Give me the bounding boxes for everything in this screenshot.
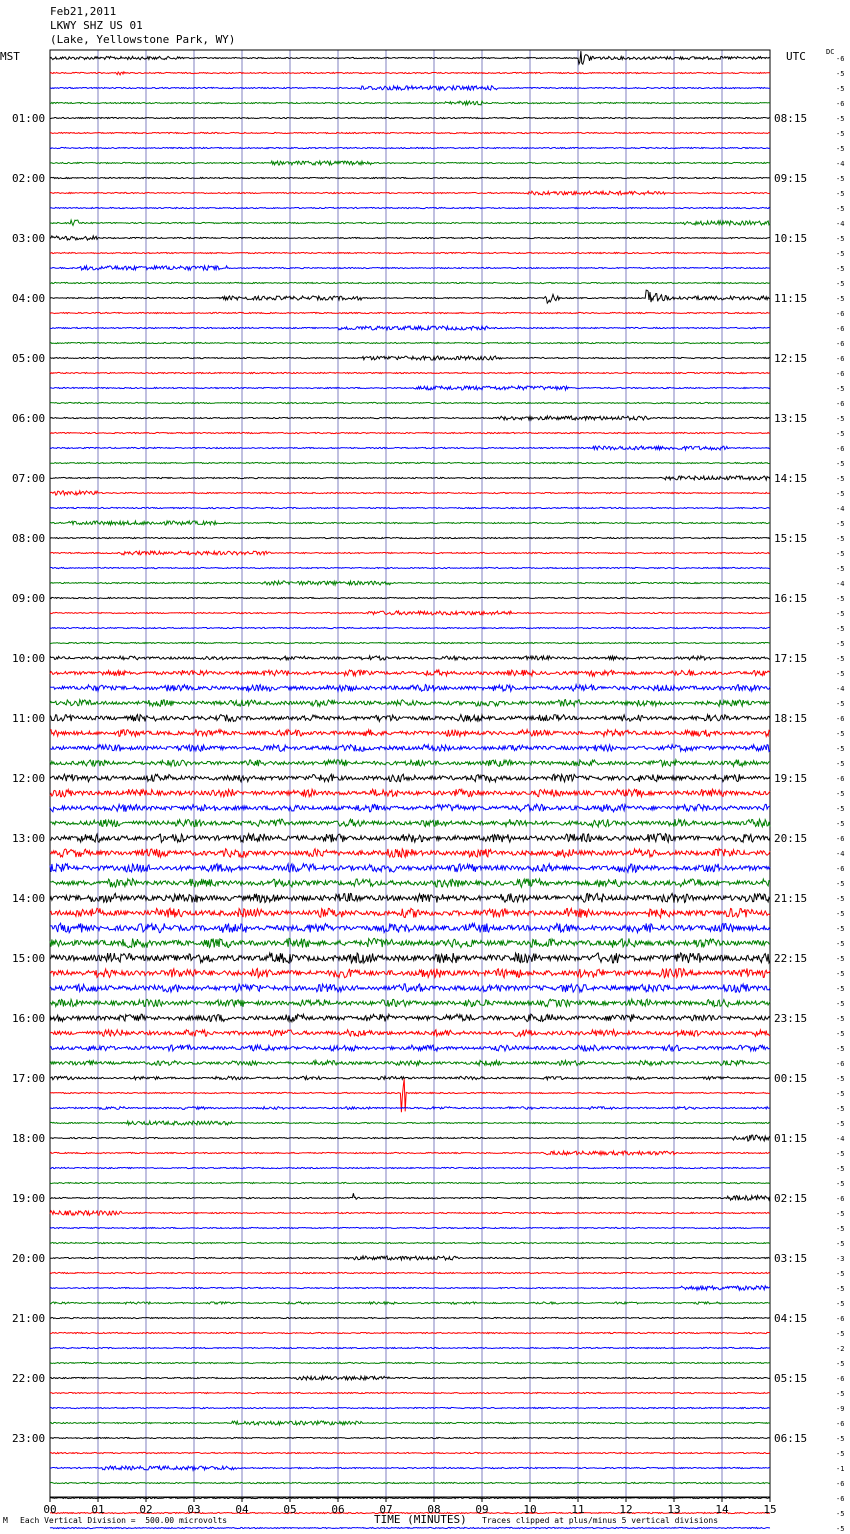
left-timezone-label: MST — [0, 50, 20, 63]
trace-51 — [50, 819, 770, 827]
trace-39 — [50, 642, 770, 643]
right-hour-label-9: 17:15 — [774, 652, 808, 665]
trace-68 — [50, 1076, 770, 1079]
dc-offset-label-33: -5 — [836, 550, 845, 558]
trace-59 — [50, 938, 770, 947]
trace-0 — [50, 51, 770, 64]
dc-offset-label-34: -5 — [836, 565, 845, 573]
dc-offset-label-51: -5 — [836, 820, 845, 828]
trace-80 — [50, 1256, 770, 1260]
dc-offset-label-65: -5 — [836, 1030, 845, 1038]
dc-offset-label-52: -6 — [836, 835, 845, 843]
dc-offset-label-21: -6 — [836, 370, 845, 378]
x-tick-label-11: 11 — [571, 1503, 585, 1516]
dc-offset-label-9: -5 — [836, 190, 845, 198]
trace-56 — [50, 893, 770, 902]
dc-offset-label-60: -5 — [836, 955, 845, 963]
right-hour-label-17: 01:15 — [774, 1132, 808, 1145]
footer-clip-note: Traces clipped at plus/minus 5 vertical divisions — [482, 1516, 719, 1525]
trace-10 — [50, 207, 770, 208]
trace-21 — [50, 372, 770, 373]
x-tick-label-04: 04 — [235, 1503, 249, 1516]
dc-offset-label-47: -5 — [836, 760, 845, 768]
dc-offset-label-64: -5 — [836, 1015, 845, 1023]
trace-29 — [50, 491, 770, 495]
dc-offset-label-85: -5 — [836, 1330, 845, 1338]
right-hour-label-2: 10:15 — [774, 232, 808, 245]
dc-offset-label-94: -1 — [836, 1465, 845, 1473]
dc-offset-label-72: -4 — [836, 1135, 845, 1143]
left-hour-label-3: 04:00 — [12, 292, 46, 305]
dc-offset-label-96: -6 — [836, 1495, 845, 1503]
trace-38 — [50, 627, 770, 628]
left-hour-label-17: 18:00 — [12, 1132, 46, 1145]
dc-offset-label-93: -5 — [836, 1450, 845, 1458]
left-hour-label-0: 01:00 — [12, 112, 46, 125]
trace-81 — [50, 1272, 770, 1273]
dc-offset-label-26: -6 — [836, 445, 845, 453]
trace-31 — [50, 521, 770, 525]
trace-28 — [50, 476, 770, 480]
footer-mark: M — [3, 1516, 8, 1525]
dc-offset-label-48: -6 — [836, 775, 845, 783]
dc-offset-label-18: -6 — [836, 325, 845, 333]
chart-location: (Lake, Yellowstone Park, WY) — [50, 33, 236, 46]
trace-50 — [50, 804, 770, 812]
left-hour-label-22: 23:00 — [12, 1432, 46, 1445]
trace-26 — [50, 446, 770, 450]
dc-offset-label-19: -6 — [836, 340, 845, 348]
trace-63 — [50, 999, 770, 1007]
dc-offset-label-23: -6 — [836, 400, 845, 408]
dc-offset-label-17: -6 — [836, 310, 845, 318]
left-hour-label-13: 14:00 — [12, 892, 46, 905]
left-hour-label-16: 17:00 — [12, 1072, 46, 1085]
right-hour-label-6: 14:15 — [774, 472, 808, 485]
dc-offset-label-43: -5 — [836, 700, 845, 708]
dc-offset-label-25: -5 — [836, 430, 845, 438]
dc-offset-label-2: -5 — [836, 85, 845, 93]
trace-84 — [50, 1317, 770, 1318]
axis-labels — [12, 55, 844, 1534]
trace-46 — [50, 745, 770, 752]
trace-83 — [50, 1302, 770, 1304]
dc-offset-label-76: -6 — [836, 1195, 845, 1203]
left-hour-label-2: 03:00 — [12, 232, 46, 245]
dc-offset-label-63: -5 — [836, 1000, 845, 1008]
trace-24 — [50, 416, 770, 420]
right-hour-label-22: 06:15 — [774, 1432, 808, 1445]
left-hour-label-11: 12:00 — [12, 772, 46, 785]
dc-offset-label-50: -5 — [836, 805, 845, 813]
trace-17 — [50, 312, 770, 313]
right-hour-label-11: 19:15 — [774, 772, 808, 785]
trace-13 — [50, 252, 770, 253]
left-hour-label-18: 19:00 — [12, 1192, 46, 1205]
right-hour-label-14: 22:15 — [774, 952, 808, 965]
x-tick-label-06: 06 — [331, 1503, 345, 1516]
trace-90 — [50, 1407, 770, 1408]
trace-40 — [50, 656, 770, 660]
dc-offset-label-81: -5 — [836, 1270, 845, 1278]
x-tick-label-07: 07 — [379, 1503, 393, 1516]
right-hour-label-15: 23:15 — [774, 1012, 808, 1025]
trace-37 — [50, 611, 770, 615]
left-hour-label-20: 21:00 — [12, 1312, 46, 1325]
trace-66 — [50, 1045, 770, 1051]
dc-offset-label-36: -5 — [836, 595, 845, 603]
trace-3 — [50, 101, 770, 105]
dc-offset-label-0: -6 — [836, 55, 845, 63]
dc-offset-label-71: -5 — [836, 1120, 845, 1128]
chart-station: LKWY SHZ US 01 — [50, 19, 143, 32]
trace-91 — [50, 1421, 770, 1425]
dc-offset-label-78: -5 — [836, 1225, 845, 1233]
trace-93 — [50, 1452, 770, 1453]
dc-offset-label-86: -2 — [836, 1345, 845, 1353]
trace-75 — [50, 1182, 770, 1183]
right-hour-label-8: 16:15 — [774, 592, 808, 605]
trace-86 — [50, 1347, 770, 1348]
dc-offset-label-44: -6 — [836, 715, 845, 723]
dc-offset-label-1: -5 — [836, 70, 845, 78]
trace-8 — [50, 177, 770, 178]
trace-34 — [50, 567, 770, 568]
trace-77 — [50, 1211, 770, 1216]
left-hour-label-4: 05:00 — [12, 352, 46, 365]
trace-72 — [50, 1135, 770, 1141]
dc-offset-label-15: -5 — [836, 280, 845, 288]
dc-offset-label-97: -5 — [836, 1510, 845, 1518]
dc-offset-label-98: -5 — [836, 1525, 845, 1533]
x-tick-label-00: 00 — [43, 1503, 57, 1516]
footer-scale-note: Each Vertical Division = 500.00 microvolts — [20, 1516, 228, 1525]
dc-offset-label-54: -6 — [836, 865, 845, 873]
left-hour-label-1: 02:00 — [12, 172, 46, 185]
trace-52 — [50, 834, 770, 843]
trace-42 — [50, 685, 770, 692]
trace-47 — [50, 760, 770, 767]
dc-offset-label-59: -5 — [836, 940, 845, 948]
trace-2 — [50, 86, 770, 90]
dc-offset-label-49: -5 — [836, 790, 845, 798]
dc-offset-label-55: -5 — [836, 880, 845, 888]
trace-78 — [50, 1227, 770, 1228]
trace-5 — [50, 132, 770, 133]
right-hour-label-21: 05:15 — [774, 1372, 808, 1385]
trace-53 — [50, 849, 770, 858]
right-hour-label-10: 18:15 — [774, 712, 808, 725]
dc-offset-label-39: -5 — [836, 640, 845, 648]
trace-27 — [50, 462, 770, 463]
x-tick-label-01: 01 — [91, 1503, 105, 1516]
trace-14 — [50, 266, 770, 270]
dc-offset-label-35: -4 — [836, 580, 845, 588]
dc-offset-label-41: -5 — [836, 670, 845, 678]
dc-offset-label-5: -5 — [836, 130, 845, 138]
trace-48 — [50, 774, 770, 782]
right-hour-label-4: 12:15 — [774, 352, 808, 365]
trace-18 — [50, 326, 770, 330]
seismic-traces — [50, 51, 770, 1534]
trace-95 — [50, 1482, 770, 1483]
x-tick-label-03: 03 — [187, 1503, 201, 1516]
right-hour-label-13: 21:15 — [774, 892, 808, 905]
dc-offset-label-12: -5 — [836, 235, 845, 243]
x-tick-label-14: 14 — [715, 1503, 729, 1516]
trace-64 — [50, 1014, 770, 1022]
dc-offset-label-46: -5 — [836, 745, 845, 753]
dc-header-label: DC — [826, 48, 835, 56]
trace-12 — [50, 236, 770, 240]
x-tick-label-12: 12 — [619, 1503, 633, 1516]
trace-92 — [50, 1437, 770, 1438]
trace-30 — [50, 507, 770, 508]
x-tick-label-13: 13 — [667, 1503, 681, 1516]
dc-offset-label-56: -5 — [836, 895, 845, 903]
left-hour-label-14: 15:00 — [12, 952, 46, 965]
dc-offset-label-8: -5 — [836, 175, 845, 183]
dc-offset-label-87: -5 — [836, 1360, 845, 1368]
trace-20 — [50, 356, 770, 360]
trace-87 — [50, 1362, 770, 1363]
dc-offset-label-14: -5 — [836, 265, 845, 273]
trace-9 — [50, 191, 770, 195]
dc-offset-label-79: -5 — [836, 1240, 845, 1248]
dc-offset-label-82: -5 — [836, 1285, 845, 1293]
dc-offset-label-58: -5 — [836, 925, 845, 933]
trace-76 — [50, 1193, 770, 1200]
x-tick-label-09: 09 — [475, 1503, 489, 1516]
dc-offset-label-66: -5 — [836, 1045, 845, 1053]
dc-offset-label-7: -4 — [836, 160, 845, 168]
dc-offset-label-68: -5 — [836, 1075, 845, 1083]
dc-offset-label-77: -5 — [836, 1210, 845, 1218]
dc-offset-label-67: -6 — [836, 1060, 845, 1068]
x-tick-label-08: 08 — [427, 1503, 441, 1516]
left-hour-label-12: 13:00 — [12, 832, 46, 845]
trace-15 — [50, 282, 770, 283]
trace-96 — [50, 1497, 770, 1498]
left-hour-label-15: 16:00 — [12, 1012, 46, 1025]
dc-offset-label-24: -5 — [836, 415, 845, 423]
trace-71 — [50, 1121, 770, 1125]
trace-11 — [50, 220, 770, 225]
right-hour-label-19: 03:15 — [774, 1252, 808, 1265]
dc-offset-label-29: -5 — [836, 490, 845, 498]
trace-16 — [50, 290, 770, 303]
x-tick-label-02: 02 — [139, 1503, 153, 1516]
trace-25 — [50, 432, 770, 433]
trace-94 — [50, 1466, 770, 1470]
left-hour-label-8: 09:00 — [12, 592, 46, 605]
dc-offset-label-62: -5 — [836, 985, 845, 993]
trace-67 — [50, 1061, 770, 1066]
x-tick-label-10: 10 — [523, 1503, 537, 1516]
trace-62 — [50, 984, 770, 992]
trace-85 — [50, 1332, 770, 1333]
dc-offset-label-37: -5 — [836, 610, 845, 618]
trace-43 — [50, 700, 770, 707]
right-hour-label-7: 15:15 — [774, 532, 808, 545]
trace-49 — [50, 789, 770, 797]
dc-offset-label-30: -4 — [836, 505, 845, 513]
x-axis-title: TIME (MINUTES) — [374, 1513, 467, 1526]
trace-73 — [50, 1151, 770, 1155]
right-hour-label-3: 11:15 — [774, 292, 808, 305]
trace-1 — [50, 72, 770, 75]
dc-offset-label-74: -5 — [836, 1165, 845, 1173]
dc-offset-label-22: -5 — [836, 385, 845, 393]
chart-date: Feb21,2011 — [50, 5, 117, 18]
dc-offset-label-73: -5 — [836, 1150, 845, 1158]
x-tick-label-05: 05 — [283, 1503, 297, 1516]
dc-offset-label-13: -5 — [836, 250, 845, 258]
trace-36 — [50, 597, 770, 598]
left-hour-label-21: 22:00 — [12, 1372, 46, 1385]
right-hour-label-1: 09:15 — [774, 172, 808, 185]
trace-7 — [50, 161, 770, 165]
dc-offset-label-45: -5 — [836, 730, 845, 738]
left-hour-label-9: 10:00 — [12, 652, 46, 665]
dc-offset-label-90: -9 — [836, 1405, 845, 1413]
dc-offset-label-31: -5 — [836, 520, 845, 528]
trace-33 — [50, 551, 770, 555]
left-hour-label-6: 07:00 — [12, 472, 46, 485]
right-hour-label-16: 00:15 — [774, 1072, 808, 1085]
trace-45 — [50, 730, 770, 737]
dc-offset-label-83: -5 — [836, 1300, 845, 1308]
right-hour-label-5: 13:15 — [774, 412, 808, 425]
trace-32 — [50, 537, 770, 538]
right-hour-label-12: 20:15 — [774, 832, 808, 845]
left-hour-label-10: 11:00 — [12, 712, 46, 725]
dc-offset-label-88: -6 — [836, 1375, 845, 1383]
trace-79 — [50, 1242, 770, 1243]
dc-offset-label-27: -5 — [836, 460, 845, 468]
trace-6 — [50, 147, 770, 148]
dc-offset-label-92: -5 — [836, 1435, 845, 1443]
dc-offset-label-69: -5 — [836, 1090, 845, 1098]
dc-offset-label-57: -5 — [836, 910, 845, 918]
trace-35 — [50, 581, 770, 585]
trace-41 — [50, 670, 770, 676]
trace-65 — [50, 1030, 770, 1037]
trace-61 — [50, 968, 770, 977]
trace-74 — [50, 1167, 770, 1168]
trace-82 — [50, 1286, 770, 1290]
right-timezone-label: UTC — [786, 50, 806, 63]
right-hour-label-20: 04:15 — [774, 1312, 808, 1325]
trace-88 — [50, 1376, 770, 1380]
trace-57 — [50, 908, 770, 917]
x-tick-label-15: 15 — [763, 1503, 777, 1516]
left-hour-label-5: 06:00 — [12, 412, 46, 425]
dc-offset-label-11: -4 — [836, 220, 845, 228]
trace-44 — [50, 715, 770, 722]
dc-offset-label-38: -5 — [836, 625, 845, 633]
trace-4 — [50, 117, 770, 118]
dc-offset-label-61: -5 — [836, 970, 845, 978]
dc-offset-label-95: -6 — [836, 1480, 845, 1488]
dc-offset-label-4: -5 — [836, 115, 845, 123]
dc-offset-label-10: -5 — [836, 205, 845, 213]
dc-offset-label-40: -5 — [836, 655, 845, 663]
dc-offset-label-89: -5 — [836, 1390, 845, 1398]
dc-offset-label-70: -5 — [836, 1105, 845, 1113]
dc-offset-label-53: -4 — [836, 850, 845, 858]
dc-offset-label-84: -6 — [836, 1315, 845, 1323]
plot-frame — [50, 50, 770, 1497]
trace-54 — [50, 864, 770, 872]
trace-19 — [50, 342, 770, 343]
left-hour-label-7: 08:00 — [12, 532, 46, 545]
dc-offset-label-20: -6 — [836, 355, 845, 363]
dc-offset-label-91: -6 — [836, 1420, 845, 1428]
trace-60 — [50, 953, 770, 963]
trace-89 — [50, 1392, 770, 1393]
dc-offset-label-80: -3 — [836, 1255, 845, 1263]
trace-98 — [50, 1527, 770, 1528]
trace-23 — [50, 402, 770, 403]
trace-58 — [50, 923, 770, 932]
dc-offset-label-6: -5 — [836, 145, 845, 153]
trace-70 — [50, 1107, 770, 1110]
dc-offset-label-32: -5 — [836, 535, 845, 543]
left-hour-label-19: 20:00 — [12, 1252, 46, 1265]
trace-22 — [50, 386, 770, 390]
trace-55 — [50, 879, 770, 888]
dc-offset-label-42: -4 — [836, 685, 845, 693]
right-hour-label-0: 08:15 — [774, 112, 808, 125]
right-hour-label-18: 02:15 — [774, 1192, 808, 1205]
dc-offset-label-75: -5 — [836, 1180, 845, 1188]
dc-offset-label-28: -5 — [836, 475, 845, 483]
dc-offset-label-16: -5 — [836, 295, 845, 303]
dc-offset-label-3: -6 — [836, 100, 845, 108]
